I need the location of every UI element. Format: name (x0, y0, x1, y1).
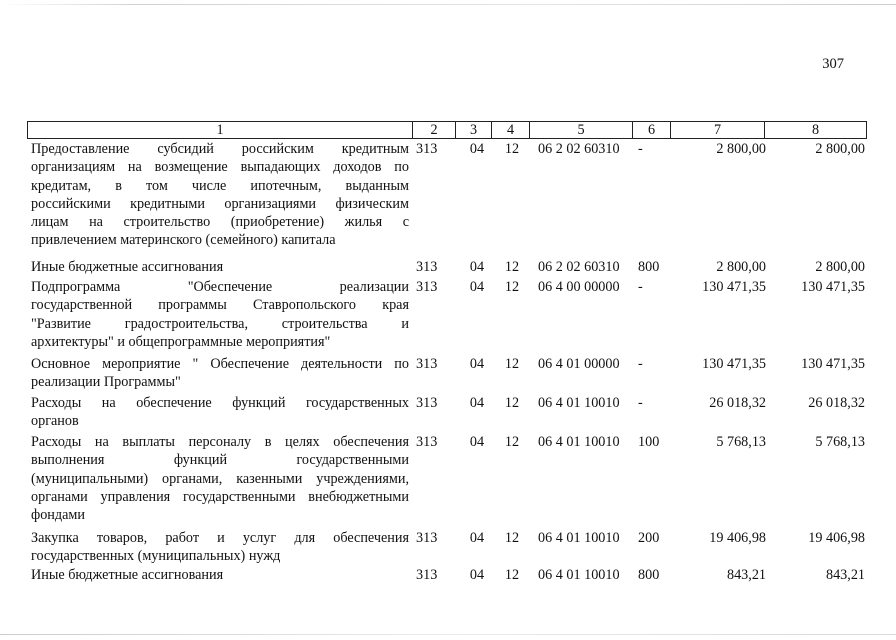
cell-department: 313 (416, 279, 438, 295)
header-col-7: 7 (670, 122, 764, 138)
description-line: Иные бюджетные ассигнования (31, 259, 224, 275)
cell-section: 04 (469, 141, 485, 157)
description-line: реализации Программы" (31, 374, 181, 391)
cell-section: 04 (469, 259, 485, 275)
cell-department: 313 (416, 259, 438, 275)
description-line: организациям на возмещение выпадающих доходов по (31, 159, 409, 176)
cell-expense-type: - (638, 279, 643, 295)
description-line: привлечением материнского (семейного) капитала (31, 232, 336, 249)
cell-department: 313 (416, 567, 438, 583)
header-col-8: 8 (764, 122, 866, 138)
header-col-1: 1 (216, 122, 224, 138)
header-col-4: 4 (491, 122, 529, 138)
cell-amount-year2: 130 471,35 (801, 356, 865, 372)
cell-subsection: 12 (504, 434, 520, 450)
cell-amount-year1: 19 406,98 (709, 530, 766, 546)
row-description (31, 278, 409, 351)
cell-target-article: 06 4 01 10010 (538, 530, 620, 546)
cell-subsection: 12 (504, 141, 520, 157)
cell-target-article: 06 2 02 60310 (538, 259, 620, 275)
description-line: (муниципальными) органами, казенными учреждениями, (31, 470, 409, 487)
cell-target-article: 06 4 01 10010 (538, 434, 620, 450)
cell-expense-type: - (638, 395, 643, 411)
row-description (31, 394, 409, 431)
header-col-2: 2 (412, 122, 455, 138)
cell-expense-type: - (638, 141, 643, 157)
cell-target-article: 06 4 01 00000 (538, 356, 620, 372)
description-line: архитектуры" и общепрограммные мероприятия" (31, 333, 331, 350)
cell-subsection: 12 (504, 259, 520, 275)
description-line: государственной программы Ставропольского края (31, 297, 409, 314)
page-number: 307 (822, 56, 844, 72)
cell-target-article: 06 4 01 10010 (538, 395, 620, 411)
cell-amount-year1: 843,21 (726, 567, 766, 583)
cell-expense-type: 800 (638, 567, 660, 583)
cell-target-article: 06 4 01 10010 (538, 567, 620, 583)
cell-section: 04 (469, 434, 485, 450)
description-line: органов (31, 413, 79, 430)
cell-amount-year2: 5 768,13 (815, 434, 865, 450)
row-description (31, 433, 409, 524)
cell-amount-year1: 5 768,13 (716, 434, 766, 450)
cell-department: 313 (416, 141, 438, 157)
scan-edge-bottom (0, 634, 896, 635)
cell-section: 04 (469, 530, 485, 546)
description-line: Подпрограмма "Обеспечение реализации (31, 279, 409, 295)
row-description (31, 140, 409, 250)
cell-amount-year2: 19 406,98 (808, 530, 865, 546)
cell-subsection: 12 (504, 279, 520, 295)
cell-department: 313 (416, 356, 438, 372)
cell-target-article: 06 4 00 00000 (538, 279, 620, 295)
cell-amount-year2: 2 800,00 (815, 141, 865, 157)
description-line: лицам на строительство (приобретение) жилья с (31, 214, 409, 231)
cell-section: 04 (469, 279, 485, 295)
cell-subsection: 12 (504, 395, 520, 411)
description-line: фондами (31, 507, 85, 524)
description-line: выполнения функций государственными (31, 452, 409, 469)
description-line: Иные бюджетные ассигнования (31, 567, 224, 583)
cell-expense-type: - (638, 356, 643, 372)
cell-expense-type: 200 (638, 530, 660, 546)
cell-section: 04 (469, 395, 485, 411)
cell-amount-year2: 26 018,32 (808, 395, 865, 411)
cell-subsection: 12 (504, 356, 520, 372)
cell-department: 313 (416, 530, 438, 546)
cell-section: 04 (469, 356, 485, 372)
row-description (31, 258, 409, 276)
table-header (27, 121, 867, 139)
cell-amount-year1: 130 471,35 (702, 356, 766, 372)
cell-amount-year1: 130 471,35 (702, 279, 766, 295)
cell-section: 04 (469, 567, 485, 583)
cell-subsection: 12 (504, 530, 520, 546)
description-line: Расходы на выплаты персоналу в целях обеспечения (31, 434, 409, 450)
scan-edge-top (0, 4, 896, 5)
description-line: органами управления государственными внебюджетными (31, 488, 409, 505)
description-line: Предоставление субсидий российским кредитным (31, 141, 409, 157)
description-line: Расходы на обеспечение функций государственных (31, 395, 409, 411)
description-line: кредитам, в том числе ипотечным, выданным (31, 177, 409, 194)
cell-department: 313 (416, 395, 438, 411)
row-description (31, 566, 409, 584)
cell-expense-type: 800 (638, 259, 660, 275)
cell-amount-year1: 2 800,00 (716, 259, 766, 275)
cell-department: 313 (416, 434, 438, 450)
row-description (31, 355, 409, 392)
cell-amount-year1: 26 018,32 (709, 395, 766, 411)
cell-amount-year2: 130 471,35 (801, 279, 865, 295)
cell-amount-year2: 843,21 (825, 567, 865, 583)
cell-amount-year2: 2 800,00 (815, 259, 865, 275)
description-line: "Развитие градостроительства, строительства и (31, 315, 409, 332)
description-line: Закупка товаров, работ и услуг для обеспечения (31, 530, 409, 546)
cell-amount-year1: 2 800,00 (716, 141, 766, 157)
cell-target-article: 06 2 02 60310 (538, 141, 620, 157)
header-col-6: 6 (632, 122, 670, 138)
header-col-3: 3 (455, 122, 491, 138)
description-line: государственных (муниципальных) нужд (31, 548, 281, 565)
cell-expense-type: 100 (638, 434, 660, 450)
description-line: российскими кредитными организациями физическим (31, 195, 409, 212)
description-line: Основное мероприятие " Обеспечение деятельности по (31, 356, 409, 372)
row-description (31, 529, 409, 566)
header-col-5: 5 (529, 122, 632, 138)
cell-subsection: 12 (504, 567, 520, 583)
